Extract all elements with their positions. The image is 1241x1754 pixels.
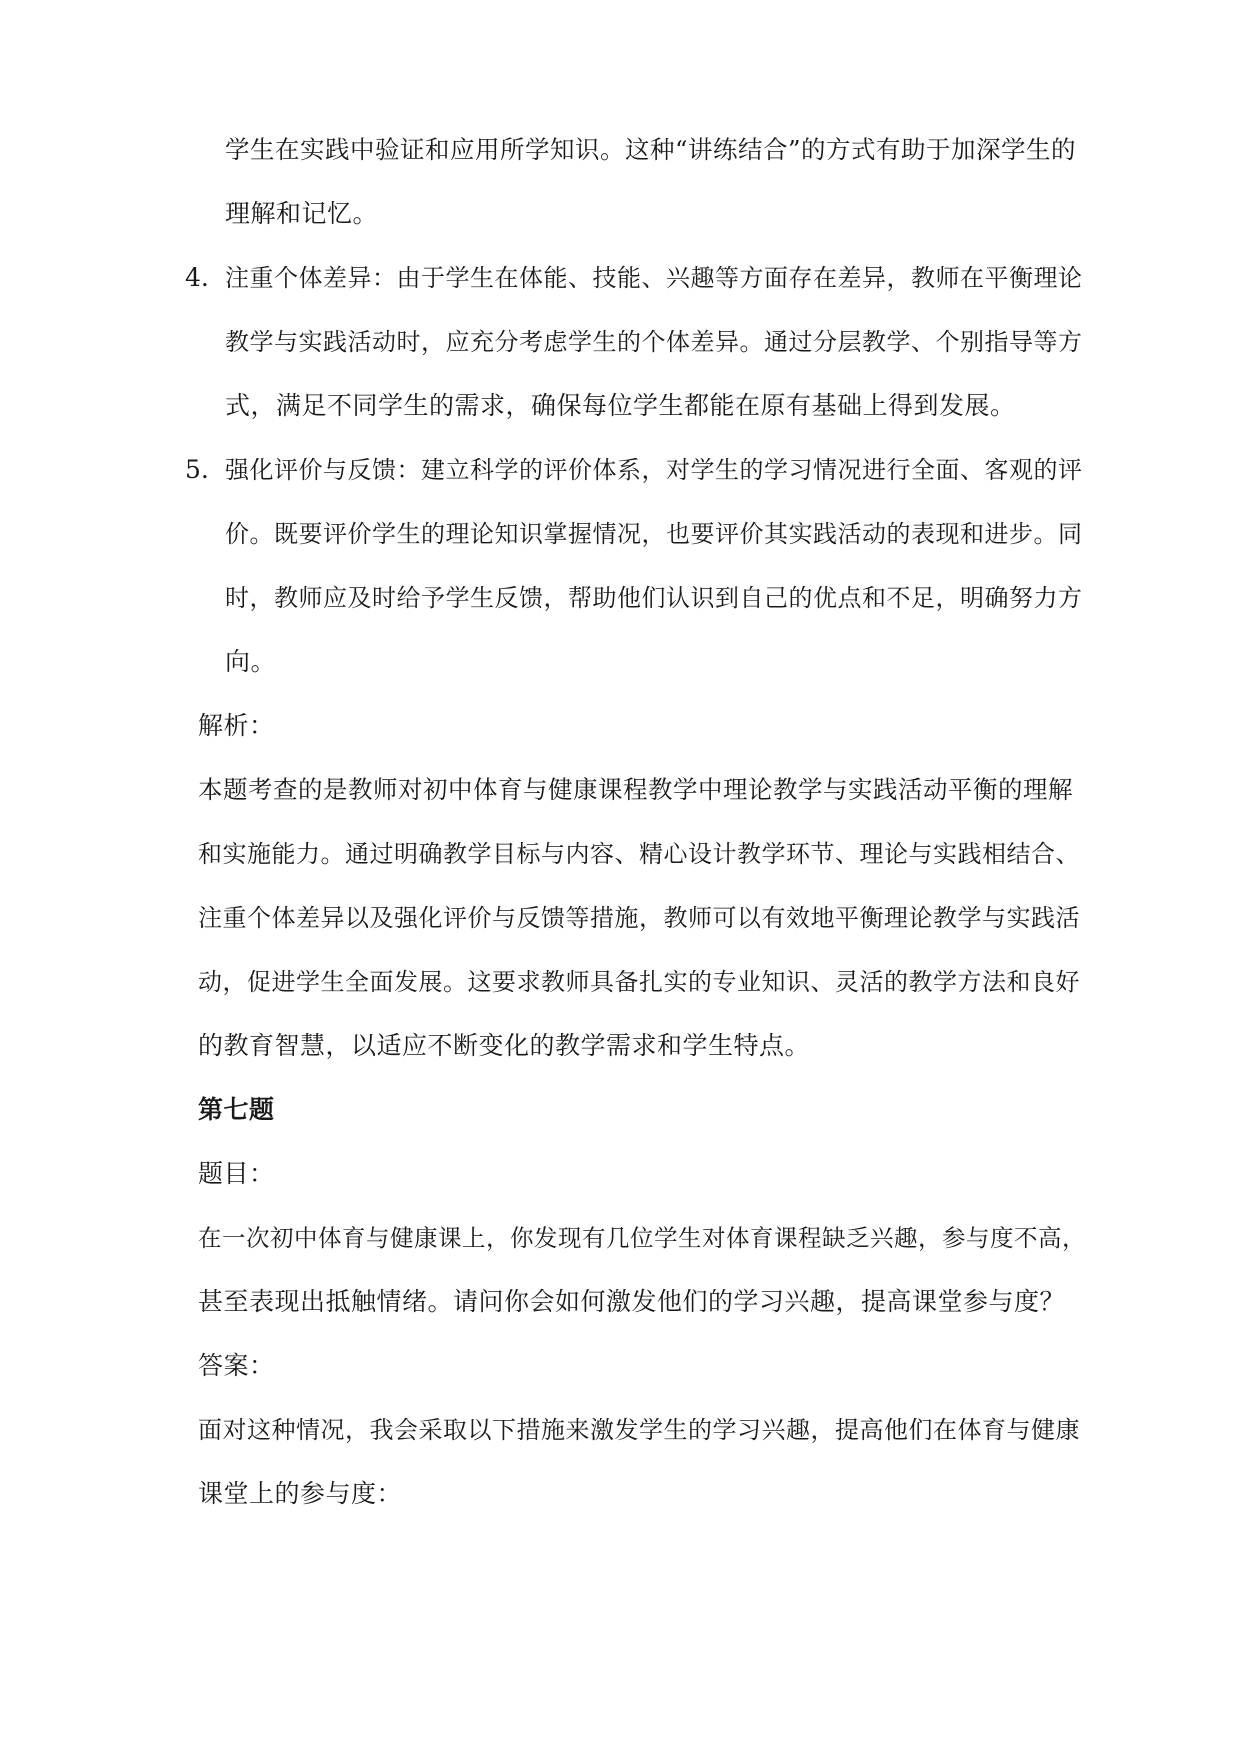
list-item-5-line-3: 时，教师应及时给予学生反馈，帮助他们认识到自己的优点和不足，明确努力方 (225, 584, 1083, 612)
analysis-line-3: 注重个体差异以及强化评价与反馈等措施，教师可以有效地平衡理论教学与实践活 (198, 904, 1080, 932)
list-item-4-line-3: 式，满足不同学生的需求，确保每位学生都能在原有基础上得到发展。 (225, 391, 1016, 420)
question-label: 题目： (198, 1159, 275, 1188)
list-item-number-4: 4. (185, 263, 209, 292)
analysis-line-4: 动，促进学生全面发展。这要求教师具备扎实的专业知识、灵活的教学方法和良好 (198, 968, 1080, 996)
answer-line-2: 课堂上的参与度： (198, 1479, 403, 1508)
list-item-number-5: 5. (185, 455, 209, 484)
question-line-2: 甚至表现出抵触情绪。请问你会如何激发他们的学习兴趣，提高课堂参与度？ (198, 1287, 1066, 1316)
continuation-line-1: 学生在实践中验证和应用所学知识。这种“讲练结合”的方式有助于加深学生的 (225, 135, 1077, 164)
answer-label: 答案： (198, 1351, 275, 1380)
section-heading: 第七题 (198, 1095, 275, 1124)
list-item-4-line-1: 注重个体差异：由于学生在体能、技能、兴趣等方面存在差异，教师在平衡理论 (225, 264, 1083, 292)
list-item-5-line-4: 向。 (225, 647, 277, 676)
list-item-4-line-2: 教学与实践活动时，应充分考虑学生的个体差异。通过分层教学、个别指导等方 (225, 328, 1083, 356)
analysis-line-5: 的教育智慧，以适应不断变化的教学需求和学生特点。 (198, 1031, 811, 1060)
analysis-label: 解析： (198, 711, 275, 740)
continuation-line-2: 理解和记忆。 (225, 199, 379, 228)
analysis-line-2: 和实施能力。通过明确教学目标与内容、精心设计教学环节、理论与实践相结合、 (198, 840, 1080, 868)
analysis-line-1: 本题考查的是教师对初中体育与健康课程教学中理论教学与实践活动平衡的理解 (198, 775, 1073, 804)
list-item-5-line-2: 价。既要评价学生的理论知识掌握情况，也要评价其实践活动的表现和进步。同 (225, 520, 1083, 548)
list-item-5-line-1: 强化评价与反馈：建立科学的评价体系，对学生的学习情况进行全面、客观的评 (225, 456, 1083, 484)
answer-line-1: 面对这种情况，我会采取以下措施来激发学生的学习兴趣，提高他们在体育与健康 (198, 1416, 1080, 1444)
question-line-1: 在一次初中体育与健康课上，你发现有几位学生对体育课程缺乏兴趣，参与度不高， (198, 1224, 1086, 1252)
